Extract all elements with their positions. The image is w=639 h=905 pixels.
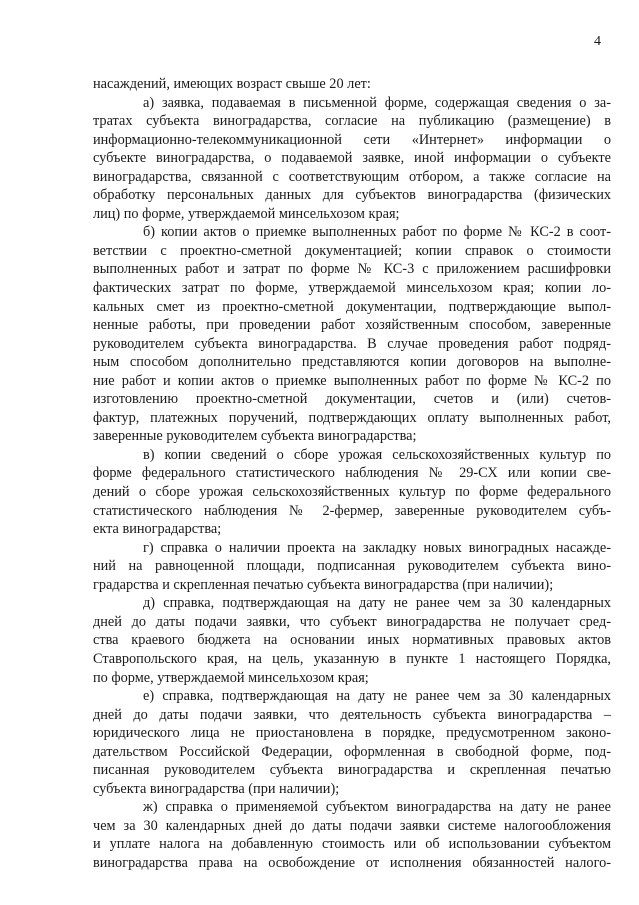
- text-line: насаждений, имеющих возраст свыше 20 лет:: [93, 76, 371, 92]
- text-line: д) справка, подтверждающая на дату не ранее чем за 30 календарных: [143, 595, 611, 612]
- text-line: форме федерального статистического наблюдения № 29-СХ или копии све-: [93, 465, 611, 482]
- text-line: кальных смет из проектно-сметной документации, подтверждающие выпол-: [93, 298, 611, 315]
- text-line: субъекта виноградарства (при наличии);: [93, 780, 340, 797]
- text-line: статистического наблюдения № 2-фермер, заверенные руководителем субъ-: [93, 502, 611, 519]
- text-line: Ставропольского края, на цель, указанную в пункте 1 настоящего Порядка,: [93, 650, 611, 667]
- text-line: виноградарства, связанной с соответствующим отбором, а также согласие на: [93, 168, 611, 185]
- text-line: писанная руководителем субъекта виноградарства и скрепленная печатью: [93, 762, 611, 779]
- text-line: фактических затрат по форме, утверждаемой минсельхозом края; копии ло-: [93, 280, 611, 297]
- text-line: выполненных работ и затрат по форме № КС-3 с приложением расшифровки: [93, 261, 611, 278]
- text-line: г) справка о наличии проекта на закладку новых виноградных насажде-: [143, 539, 611, 556]
- text-line: тратах субъекта виноградарства, согласие на публикацию (размещение) в: [93, 113, 611, 130]
- document-body: [93, 75, 611, 873]
- text-line: руководителем субъекта виноградарства. В случае проведения работ подряд-: [93, 335, 611, 352]
- text-line: а) заявка, подаваемая в письменной форме, содержащая сведения о за-: [143, 94, 611, 111]
- text-line: и уплате налога на добавленную стоимость или об использовании субъектом: [93, 836, 611, 853]
- text-line: ж) справка о применяемой субъектом виноградарства на дату не ранее: [143, 799, 611, 816]
- text-line: в) копии сведений о сборе урожая сельскохозяйственных культур по: [143, 446, 611, 463]
- text-line: ства краевого бюджета на основании иных нормативных правовых актов: [93, 632, 611, 649]
- text-line: субъекте виноградарства, о подаваемой заявке, иной информации о субъекте: [93, 150, 611, 167]
- text-line: изготовлению проектно-сметной документации, счетов и (или) счетов-: [93, 391, 611, 408]
- text-line: ние работ и копии актов о приемке выполненных работ по форме № КС-2 по: [93, 372, 611, 389]
- text-line: дений о сборе урожая сельскохозяйственных культур по форме федерального: [93, 484, 611, 501]
- text-line: обработку персональных данных для субъектов виноградарства (физических: [93, 187, 611, 204]
- text-line: заверенные руководителем субъекта виноградарства;: [93, 428, 417, 445]
- text-line: фактур, платежных поручений, подтверждающих оплату выполненных работ,: [93, 409, 611, 426]
- text-line: информационно-телекоммуникационной сети «Интернет» информации о: [93, 131, 611, 148]
- text-line: лиц) по форме, утверждаемой минсельхозом края;: [93, 205, 400, 222]
- text-line: дней до даты подачи заявки, что деятельность субъекта виноградарства –: [93, 706, 611, 723]
- text-line: ветствии с проектно-сметной документацией; копии справок о стоимости: [93, 242, 611, 259]
- text-line: е) справка, подтверждающая на дату не ранее чем за 30 календарных: [143, 688, 611, 705]
- text-line: по форме, утверждаемой минсельхозом края;: [93, 669, 369, 686]
- page-number: 4: [594, 34, 601, 49]
- text-line: градарства и скрепленная печатью субъекта виноградарства (при наличии);: [93, 576, 554, 593]
- text-line: б) копии актов о приемке выполненных работ по форме № КС-2 в соот-: [143, 224, 611, 241]
- text-line: дательством Российской Федерации, оформленная в свободной форме, под-: [93, 743, 611, 760]
- text-line: ний на равноценной площади, подписанная руководителем субъекта вино-: [93, 558, 611, 575]
- text-line: ным способом дополнительно представляются копии договоров на выполне-: [93, 354, 611, 371]
- text-line: чем за 30 календарных дней до даты подачи заявки системе налогообложения: [93, 817, 611, 834]
- text-line: екта виноградарства;: [93, 521, 222, 538]
- text-line: юридического лица не приостановлена в порядке, предусмотренном законо-: [93, 725, 611, 742]
- text-line: ненные работы, при проведении работ хозяйственным способом, заверенные: [93, 317, 611, 334]
- text-line: виноградарства права на освобождение от исполнения обязанностей налого-: [93, 854, 611, 871]
- text-line: дней до даты подачи заявки, что субъект виноградарства не получает сред-: [93, 613, 611, 630]
